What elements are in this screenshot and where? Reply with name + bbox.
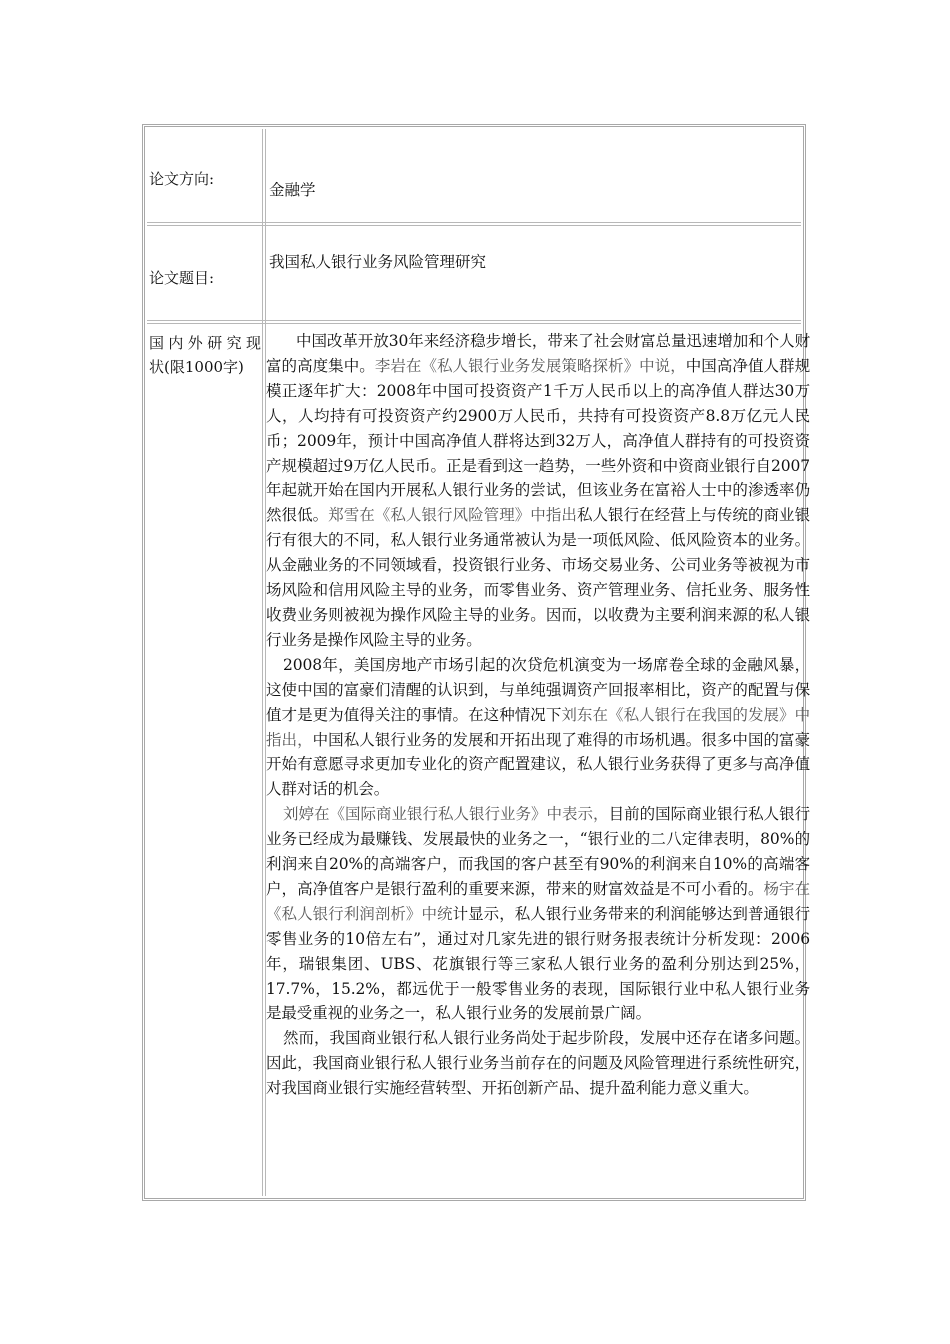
thesis-form-table [142,124,810,1201]
paragraph-3 [266,802,810,1026]
text: 中国改革开放30年来经济稳步增长，带来了社会财富总量迅速增加和个人财富的高度集中。 [266,332,810,375]
text: 私人银行在经营上与传统的商业银行有很大的不同，私人银行业务通常被认为是一项低风险、低风险资本的业务。从金融业务的不同领域看，投资银行业务、市场交易业务、公司业务等被视为市场风险和信用风险主导的业务，而零售业务、资产管理业务、信托业务、服务性收费业务则被视为操作风险主导的业务。因而，以收费为主要利润来源的私人银行业务是操作风险主导的业务。 [266,506,810,649]
citation: 刘婷在《国际商业银行私人银行业务》中表示， [283,805,609,824]
text: 目前的国际商业银行私人银行业务已经成为最赚钱、发展最快的业务之一，“银行业的二八定律表明，80%的利润来自20%的高端客户，而我国的客户甚至有90%的利润来自10%的高端客户，高净值客户是银行盈利的重要来源，带来的财富效益是不可小看的。 [266,805,810,898]
text: 中国私人银行业务的发展和开拓出现了难得的市场机遇。很多中国的富豪开始有意愿寻求更加专业化的资产配置建议，私人银行业务获得了更多与高净值人群对话的机会。 [266,730,810,799]
citation: 杨宇在《私人银行利润剖析》中统 [266,879,810,923]
text: 中国高净值人群规模正逐年扩大：2008年中国可投资资产1千万人民币以上的高净值人群达30万人，人均持有可投资资产约2900万人民币，共持有可投资资产8.8万亿元人民币；2009年，预计中国高净值人群将达到32万人，高净值人群持有的可投资资产规模超过9万亿人民币。正是看到这一趋势，一些外资和中资商业银行自2007年起就开始在国内开展私人银行业务的尝试，但该业务在富裕人士中的渗透率仍然很低。 [266,356,810,525]
title-label: 论文题目: [149,269,215,287]
paragraph-4 [266,1026,810,1101]
text: 然而，我国商业银行私人银行业务尚处于起步阶段，发展中还存在诸多问题。因此，我国商业银行私人银行业务当前存在的问题及风险管理进行系统性研究，对我国商业银行实施经营转型、开拓创新产品、提升盈利能力意义重大。 [266,1029,810,1098]
paragraph-1 [266,329,810,653]
row-divider [147,222,801,226]
text: 计显示，私人银行业务带来的利润能够达到普通银行零售业务的10倍左右”，通过对几家先进的银行财务报表统计分析发现：2006年，瑞银集团、UBS、花旗银行等三家私人银行业务的盈利分别达到25%，17.7%，15.2%，都远优于一般零售业务的表现，国际银行业中私人银行业务是最受重视的业务之一，私人银行业务的发展前景广阔。 [266,904,810,1023]
row-divider [147,320,801,324]
research-status-content [266,329,810,1101]
citation: 刘东在《私人银行在我国的发展》中指出， [266,705,810,749]
direction-value: 金融学 [269,181,316,199]
text: 2008年，美国房地产市场引起的次贷危机演变为一场席卷全球的金融风暴，这使中国的富豪们清醒的认识到，与单纯强调资产回报率相比，资产的配置与保值才是更为值得关注的事情。在这种情况下 [266,655,810,724]
citation: 李岩在《私人银行业务发展策略探析》中说， [374,356,686,375]
citation: 郑雪在《私人银行风险管理》中指出 [328,506,577,525]
research-status-label-line1: 国内外研究现 [149,334,261,352]
research-status-label [149,331,261,379]
research-status-label-line2: 状(限1000字) [149,358,244,376]
title-value: 我国私人银行业务风险管理研究 [269,253,487,271]
paragraph-2 [266,653,810,802]
direction-label: 论文方向: [149,170,215,188]
